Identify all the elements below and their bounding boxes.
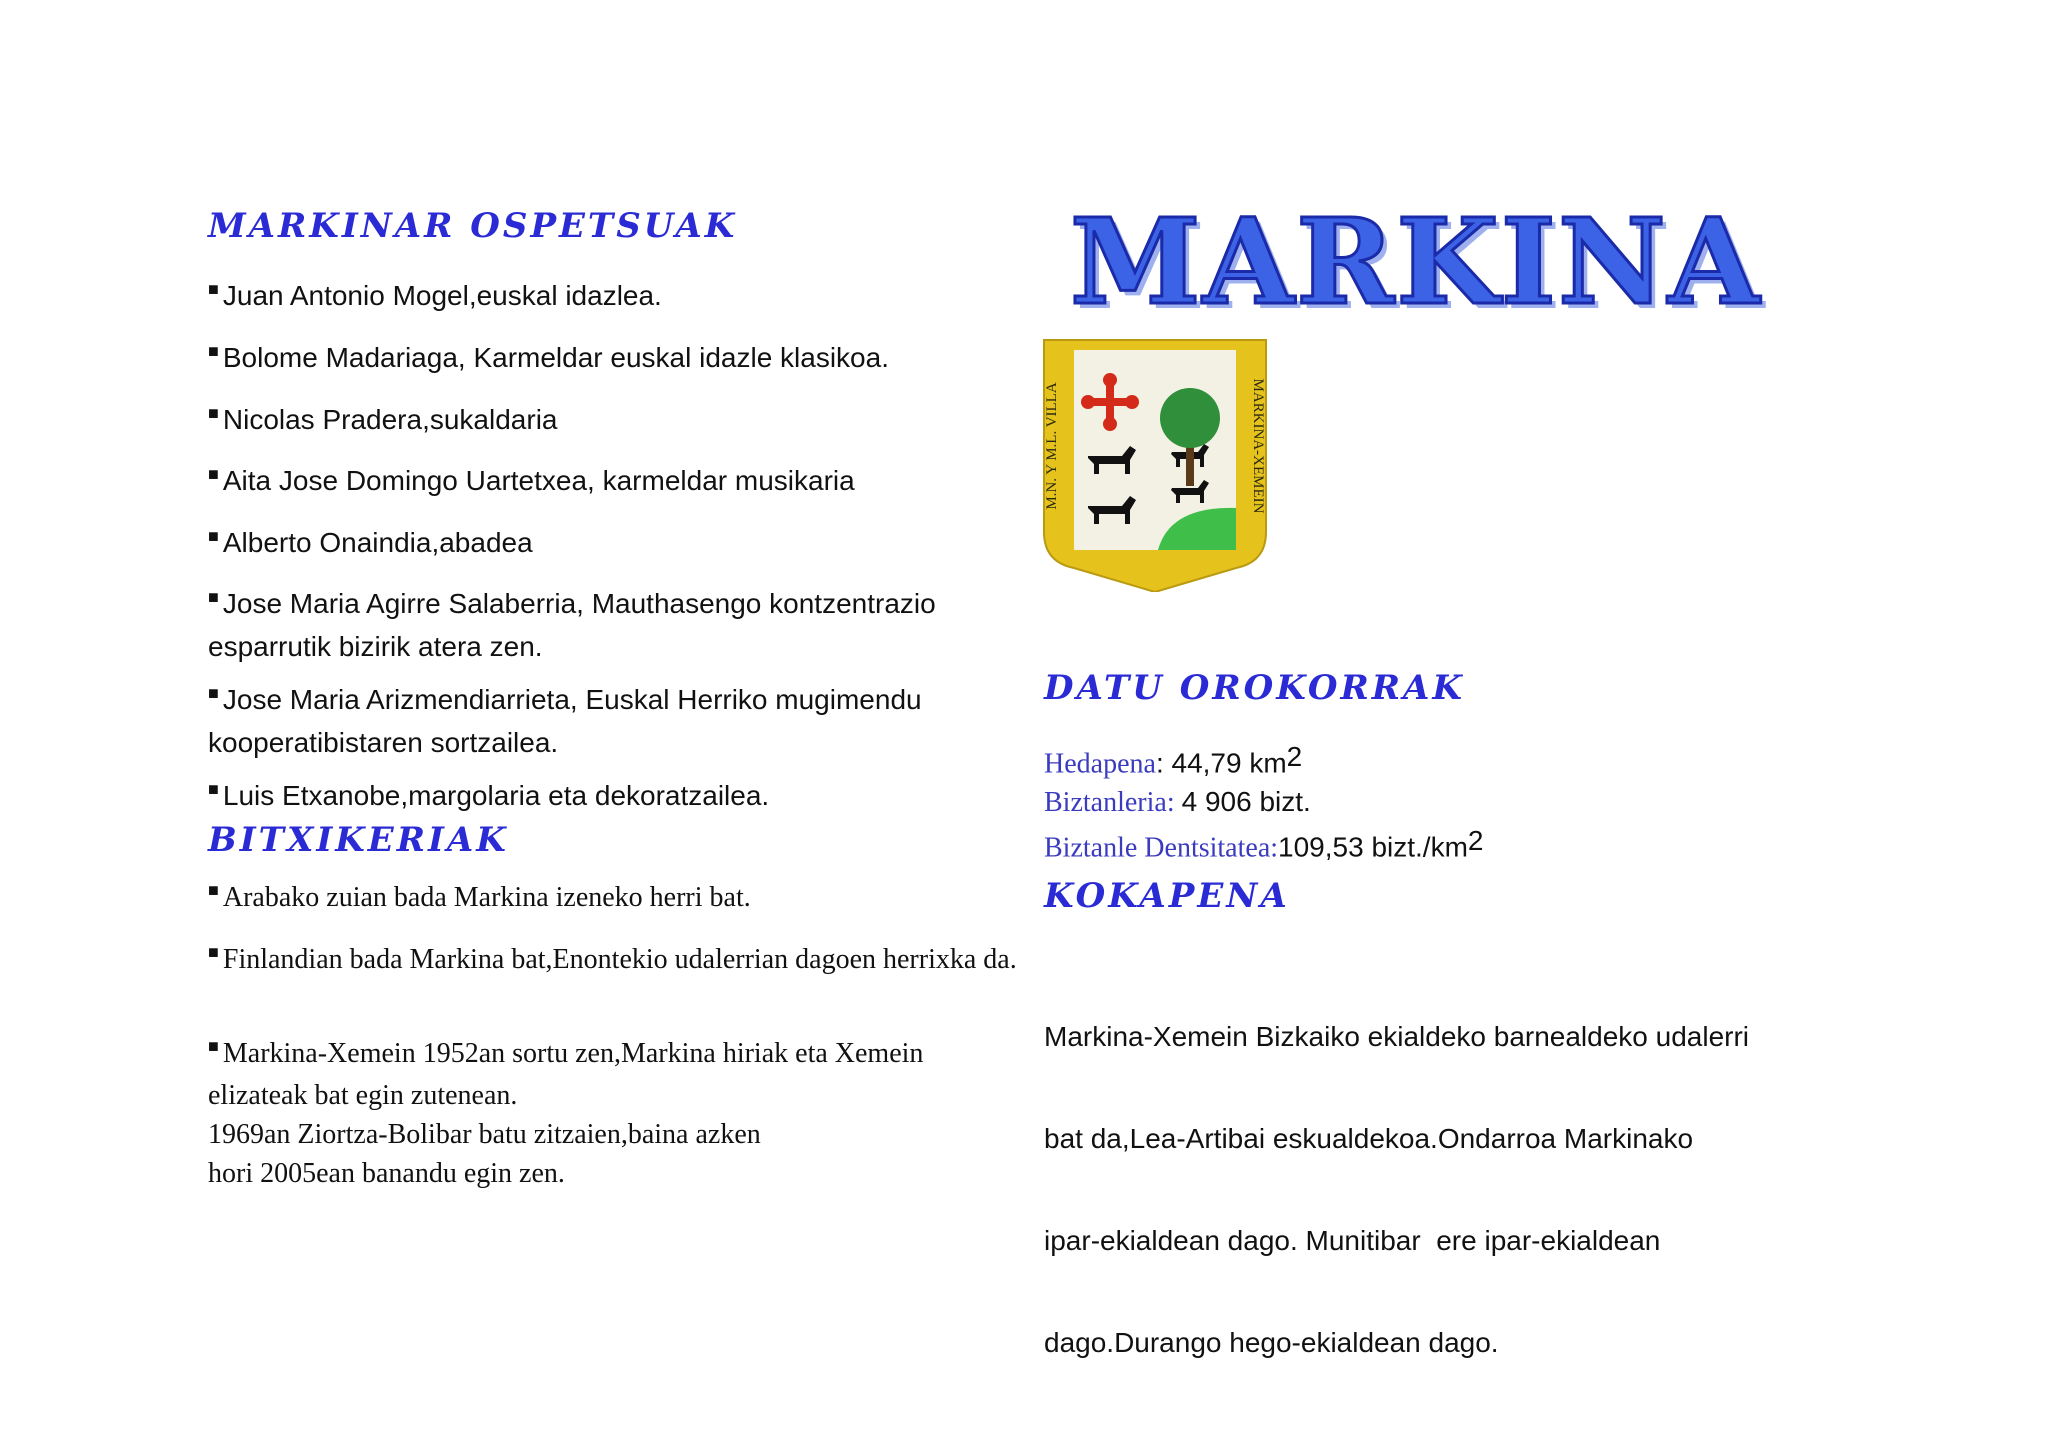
general-data <box>1044 740 1483 870</box>
famous-heading: MARKINAR OSPETSUAK <box>208 206 738 246</box>
bullet-icon: ■ <box>208 403 219 423</box>
curiosity-item: ■ Finlandian bada Markina bat,Enontekio udalerrian dagoen herrixka da. <box>208 942 1017 975</box>
bullet-icon: ■ <box>208 587 219 607</box>
famous-item: ■ Jose Maria Agirre Salaberria, Mauthasengo kontzentrazio esparrutik bizirik atera zen. <box>208 587 936 662</box>
coat-left-text: M.N. Y M.L. VILLA <box>1044 382 1060 510</box>
famous-item: ■ Nicolas Pradera,sukaldaria <box>208 403 558 435</box>
population-row: Biztanleria: 4 906 bizt. <box>1044 786 1311 819</box>
location-heading: KOKAPENA <box>1044 876 1290 916</box>
famous-item: ■ Bolome Madariaga, Karmeldar euskal idazle klasikoa. <box>208 341 889 373</box>
curiosities-heading: BITXIKERIAK <box>208 820 509 860</box>
area-row: Hedapena: 44,79 $km^2$ <box>1044 741 1303 780</box>
famous-item: ■ Aita Jose Domingo Uartetxea, karmeldar musikaria <box>208 464 855 496</box>
bullet-icon: ■ <box>208 526 219 546</box>
page-title: MARKINA <box>1070 192 1762 331</box>
curiosity-item: ■ Arabako zuian bada Markina izeneko herri bat. <box>208 880 751 913</box>
famous-item: ■ Jose Maria Arizmendiarrieta, Euskal Herriko mugimendu kooperatibistaren sortzailea. <box>208 683 922 758</box>
bullet-icon: ■ <box>208 942 219 962</box>
curiosity-item: ■ Markina-Xemein 1952an sortu zen,Markina hiriak eta Xemein elizateak bat egin zutenean. 1969an Ziortza-Bolibar batu zitzaien,baina azken hori 2005ean banandu egin zen. <box>208 1036 924 1189</box>
location-text: Markina-Xemein Bizkaiko ekialdeko barnealdeko udalerri bat da,Lea-Artibai eskualdekoa.Ondarroa Markinako ipar-ekialdean dago. Munitibar ere ipar-ekialdean dago.Durango hego-ekialdean dago. <box>1044 1021 1750 1358</box>
bullet-icon: ■ <box>208 880 219 900</box>
general-heading: DATU OROKORRAK <box>1044 668 1465 708</box>
bullet-icon: ■ <box>208 1036 219 1056</box>
coat-right-text: MARKINA-XEMEIN <box>1250 378 1266 514</box>
famous-item: ■ Luis Etxanobe,margolaria eta dekoratzailea. <box>208 779 770 811</box>
famous-item: ■ Juan Antonio Mogel,euskal idazlea. <box>208 279 662 311</box>
bullet-icon: ■ <box>208 341 219 361</box>
density-row: Biztanle Dentsitatea:109,53 $bizt./km^2$ <box>1044 825 1484 864</box>
bullet-icon: ■ <box>208 279 219 299</box>
bullet-icon: ■ <box>208 683 219 703</box>
bullet-icon: ■ <box>208 464 219 484</box>
famous-item: ■ Alberto Onaindia,abadea <box>208 526 533 558</box>
coat-of-arms-image <box>1040 336 1276 592</box>
bullet-icon: ■ <box>208 779 219 799</box>
